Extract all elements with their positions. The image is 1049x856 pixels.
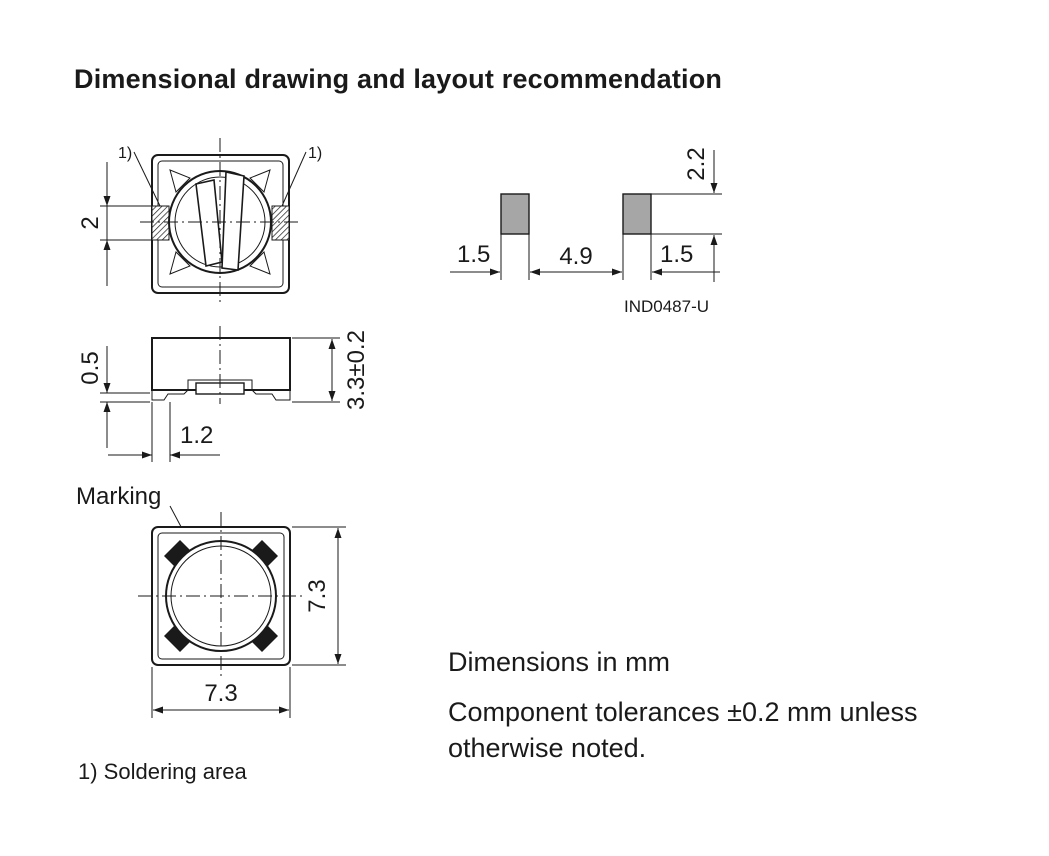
dim-side-height: 3.3±0.2 [343, 330, 370, 410]
callout-right-label: 1) [308, 145, 323, 162]
page-title: Dimensional drawing and layout recommendation [74, 64, 723, 94]
callout-left-label: 1) [118, 145, 133, 162]
tolerance-note-line2: otherwise noted. [448, 733, 647, 763]
top-view [77, 138, 322, 304]
soldering-area-left [152, 206, 169, 240]
dim-bottom-height: 7.3 [304, 579, 331, 613]
dim-pad-gap: 4.9 [559, 243, 593, 270]
dim-pad-length: 1.2 [180, 422, 214, 449]
marking-label: Marking [76, 483, 162, 510]
drawing-code: IND0487-U [624, 297, 710, 316]
dim-pad-height: 2.2 [683, 147, 710, 181]
dim-left-pad: 1.5 [457, 241, 491, 268]
dim-bottom-width: 7.3 [204, 680, 238, 707]
tolerance-note-line1: Component tolerances ±0.2 mm unless [448, 697, 918, 727]
bottom-view [76, 483, 346, 718]
units-note: Dimensions in mm [448, 647, 671, 677]
dim-standoff: 0.5 [77, 351, 104, 385]
side-view [77, 326, 370, 462]
solder-pad-right [623, 194, 651, 234]
solder-pad-left [501, 194, 529, 234]
soldering-area-right [272, 206, 289, 240]
layout-recommendation [450, 147, 722, 316]
footnote-soldering-area: 1) Soldering area [78, 759, 247, 784]
dim-right-pad: 1.5 [660, 241, 694, 268]
dim-top-height: 2 [77, 216, 104, 230]
side-view-body [152, 338, 290, 390]
